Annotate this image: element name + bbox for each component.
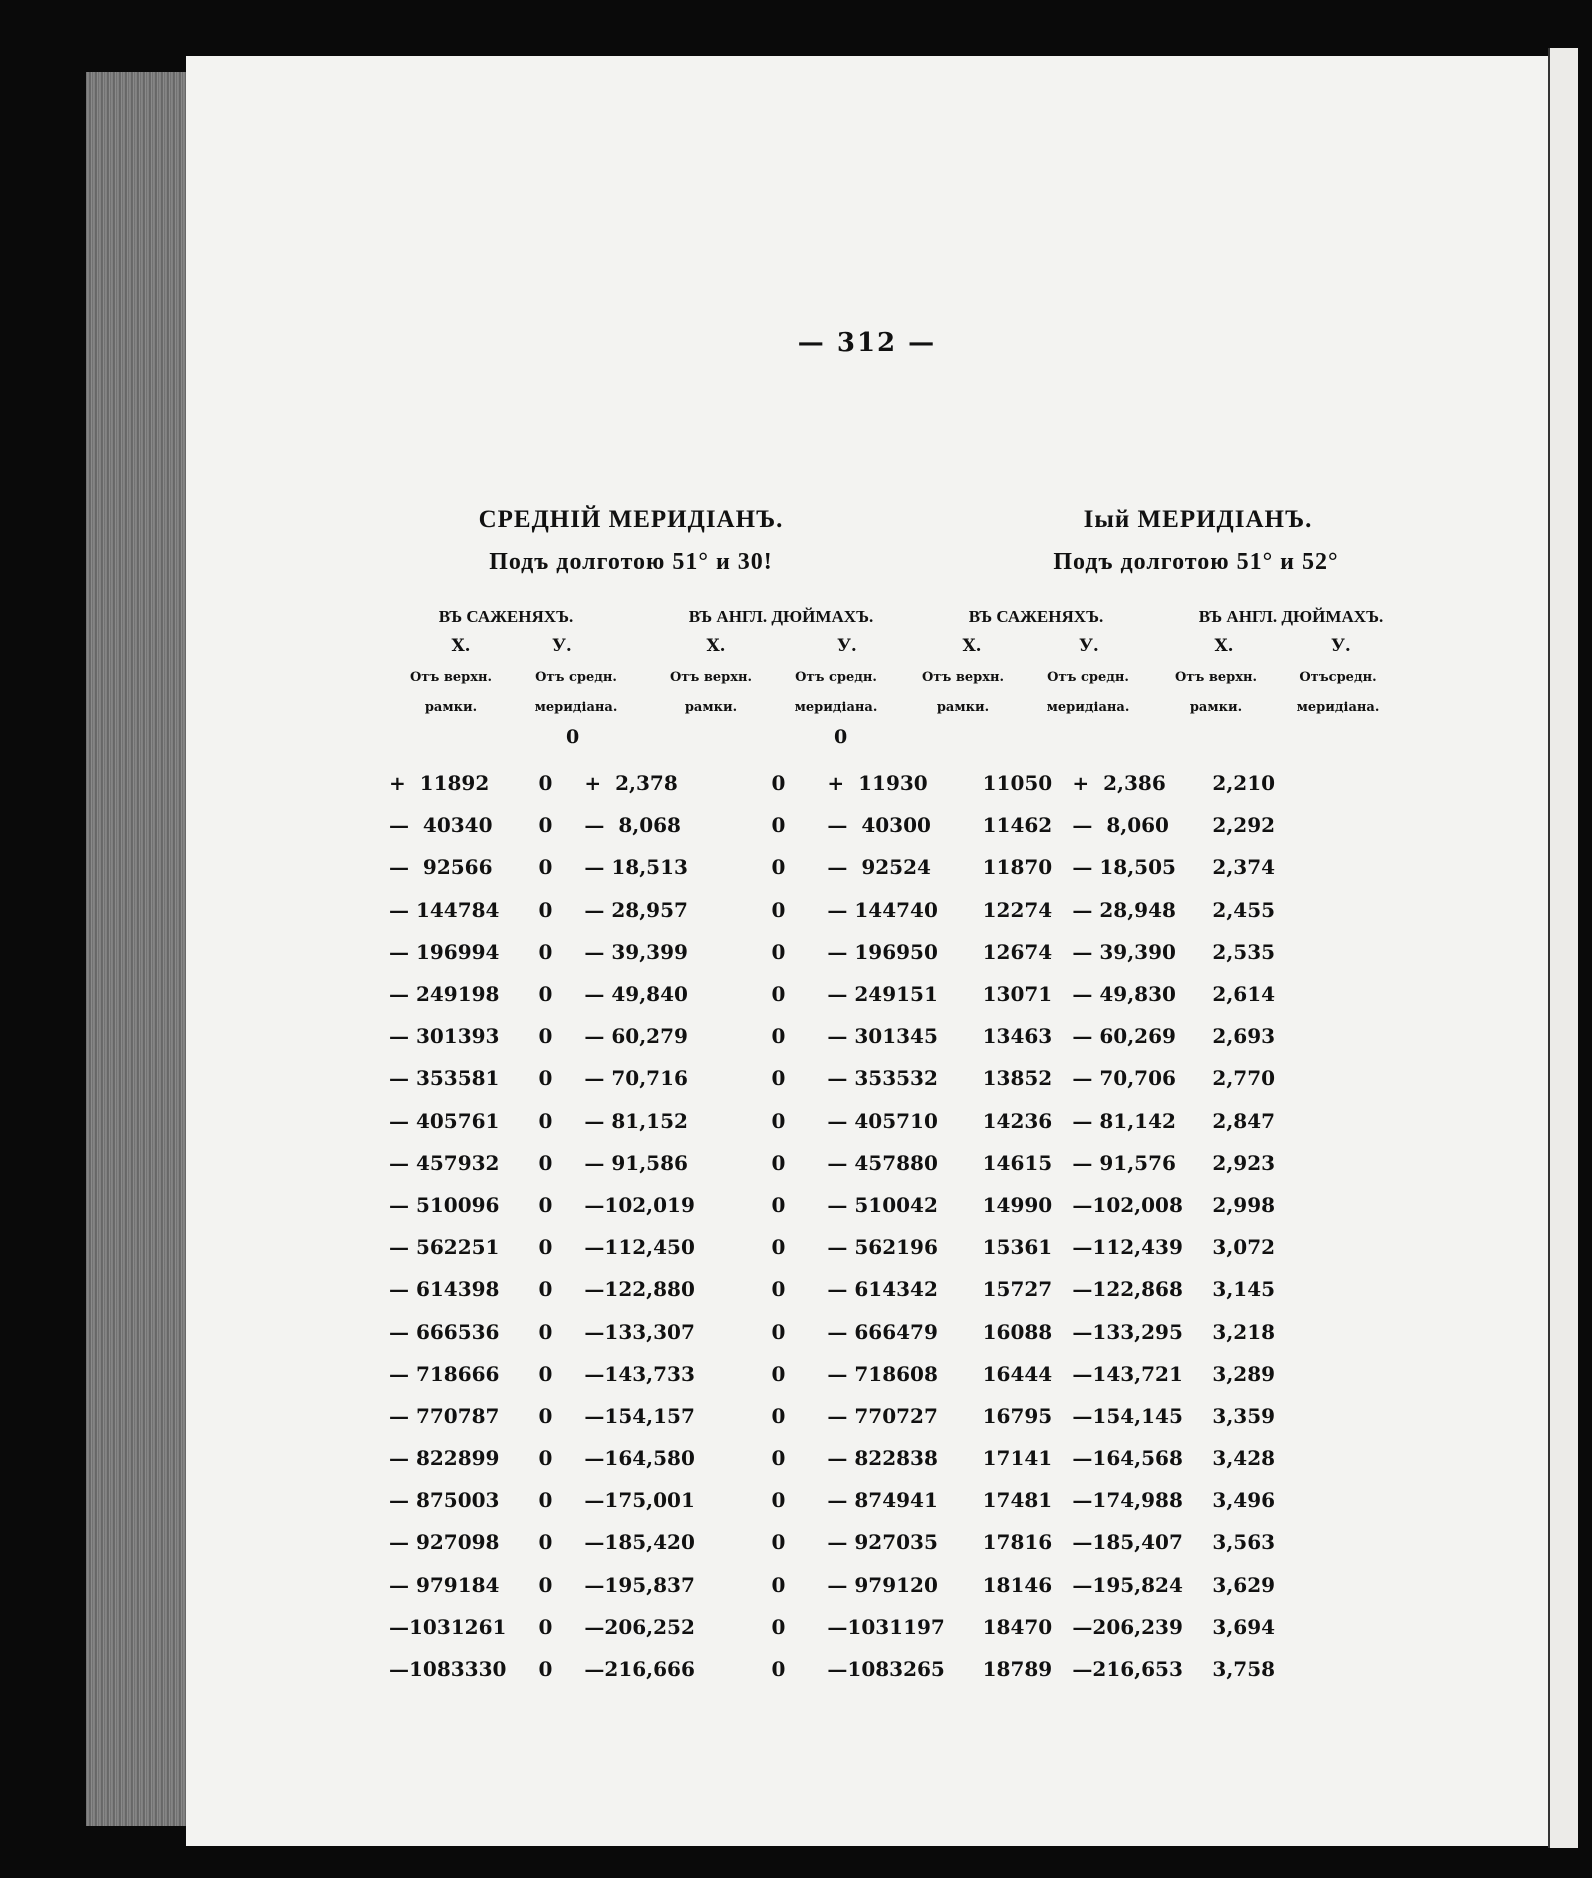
table-row <box>389 931 1292 973</box>
x-inches-first-cell: —143,721 <box>1072 1361 1183 1386</box>
y-inches-center-cell: 0 <box>771 1530 786 1555</box>
axis-y: У. <box>837 636 857 656</box>
y-inches-center-cell: 0 <box>771 1488 786 1513</box>
y-sazhen-center-cell: 0 <box>538 1446 553 1471</box>
x-inches-center-cell: —185,420 <box>584 1530 695 1555</box>
x-inches-first-cell: —174,988 <box>1072 1488 1183 1513</box>
zero-value: 0 <box>566 726 580 748</box>
y-inches-first-cell: 2,210 <box>1212 771 1276 796</box>
x-sazhen-first-cell: — 770727 <box>827 1403 938 1428</box>
table-row <box>389 1564 1292 1606</box>
y-inches-center-cell: 0 <box>771 982 786 1007</box>
y-sazhen-first-cell: 15727 <box>982 1277 1053 1302</box>
x-sazhen-center-cell: — 979184 <box>389 1572 500 1597</box>
y-inches-center-cell: 0 <box>771 1150 786 1175</box>
table-row <box>389 762 1292 804</box>
table-row <box>389 1310 1292 1352</box>
x-sazhen-center-cell: — 457932 <box>389 1150 500 1175</box>
y-inches-first-cell: 3,629 <box>1212 1572 1276 1597</box>
right-meridian-title: Iый МЕРИДІАНЪ. <box>1083 506 1313 533</box>
book-page-edge <box>86 72 196 1826</box>
y-inches-first-cell: 2,693 <box>1212 1024 1276 1049</box>
x-inches-first-cell: —206,239 <box>1072 1614 1183 1639</box>
y-inches-first-cell: 3,563 <box>1212 1530 1276 1555</box>
y-inches-center-cell: 0 <box>771 1572 786 1597</box>
x-sazhen-first-cell: — 353532 <box>827 1066 938 1091</box>
x-inches-center-cell: —175,001 <box>584 1488 695 1513</box>
y-sazhen-first-cell: 15361 <box>982 1235 1053 1260</box>
x-inches-center-cell: — 49,840 <box>584 982 688 1007</box>
x-sazhen-first-cell: — 405710 <box>827 1108 938 1133</box>
table-row <box>389 1479 1292 1521</box>
left-meridian-subtitle: Подъ долготою 51° и 30! <box>489 549 773 575</box>
x-inches-center-cell: —154,157 <box>584 1403 695 1428</box>
x-sazhen-first-cell: — 510042 <box>827 1192 938 1217</box>
axis-y: У. <box>1079 636 1099 656</box>
y-sazhen-center-cell: 0 <box>538 1614 553 1639</box>
y-sazhen-center-cell: 0 <box>538 813 553 838</box>
y-sazhen-first-cell: 12674 <box>982 939 1053 964</box>
coordinates-table <box>389 762 1292 1690</box>
x-inches-first-cell: —185,407 <box>1072 1530 1183 1555</box>
y-sazhen-first-cell: 17816 <box>982 1530 1053 1555</box>
x-inches-first-cell: — 8,060 <box>1072 813 1169 838</box>
y-sazhen-center-cell: 0 <box>538 982 553 1007</box>
x-inches-center-cell: — 70,716 <box>584 1066 688 1091</box>
x-inches-first-cell: — 81,142 <box>1072 1108 1176 1133</box>
unit-header-inches-left: ВЪ АНГЛ. ДЮЙМАХЪ. <box>688 607 874 626</box>
y-inches-first-cell: 3,072 <box>1212 1235 1276 1260</box>
x-sazhen-center-cell: — 927098 <box>389 1530 500 1555</box>
y-inches-first-cell: 3,694 <box>1212 1614 1276 1639</box>
y-inches-center-cell: 0 <box>771 1319 786 1344</box>
x-inches-first-cell: — 18,505 <box>1072 855 1176 880</box>
y-sazhen-center-cell: 0 <box>538 1066 553 1091</box>
x-sazhen-first-cell: — 562196 <box>827 1235 938 1260</box>
x-sazhen-center-cell: —1083330 <box>389 1657 507 1682</box>
y-inches-first-cell: 2,535 <box>1212 939 1276 964</box>
x-inches-first-cell: —195,824 <box>1072 1572 1183 1597</box>
y-inches-first-cell: 3,218 <box>1212 1319 1276 1344</box>
y-sazhen-center-cell: 0 <box>538 939 553 964</box>
y-sazhen-center-cell: 0 <box>538 1150 553 1175</box>
x-inches-first-cell: —216,653 <box>1072 1657 1183 1682</box>
column-description: Отъсредн. меридіана. <box>1296 670 1380 715</box>
y-inches-center-cell: 0 <box>771 1235 786 1260</box>
x-sazhen-first-cell: — 144740 <box>827 897 938 922</box>
y-sazhen-first-cell: 17481 <box>982 1488 1053 1513</box>
x-sazhen-first-cell: —1083265 <box>827 1657 945 1682</box>
x-sazhen-center-cell: — 405761 <box>389 1108 500 1133</box>
table-row <box>389 973 1292 1015</box>
x-sazhen-first-cell: — 301345 <box>827 1024 938 1049</box>
y-sazhen-center-cell: 0 <box>538 1192 553 1217</box>
x-inches-first-cell: —122,868 <box>1072 1277 1183 1302</box>
column-description: Отъ средн. меридіана. <box>534 670 618 715</box>
x-inches-first-cell: —164,568 <box>1072 1446 1183 1471</box>
x-inches-center-cell: — 18,513 <box>584 855 688 880</box>
x-sazhen-first-cell: — 979120 <box>827 1572 938 1597</box>
y-inches-center-cell: 0 <box>771 1403 786 1428</box>
x-inches-first-cell: — 49,830 <box>1072 982 1176 1007</box>
x-inches-center-cell: —143,733 <box>584 1361 695 1386</box>
y-sazhen-first-cell: 11870 <box>982 855 1053 880</box>
x-sazhen-center-cell: — 353581 <box>389 1066 500 1091</box>
y-sazhen-first-cell: 18789 <box>982 1657 1053 1682</box>
y-sazhen-first-cell: 16088 <box>982 1319 1053 1344</box>
column-description: Отъ средн. меридіана. <box>794 670 878 715</box>
y-sazhen-first-cell: 13852 <box>982 1066 1053 1091</box>
x-inches-center-cell: — 8,068 <box>584 813 681 838</box>
table-row <box>389 889 1292 931</box>
x-inches-center-cell: + 2,378 <box>584 771 678 796</box>
table-row <box>389 1521 1292 1563</box>
x-sazhen-first-cell: — 822838 <box>827 1446 938 1471</box>
y-sazhen-center-cell: 0 <box>538 1108 553 1133</box>
y-inches-first-cell: 2,770 <box>1212 1066 1276 1091</box>
x-sazhen-first-cell: — 196950 <box>827 939 938 964</box>
x-inches-center-cell: —164,580 <box>584 1446 695 1471</box>
unit-header-sazhen-left: ВЪ САЖЕНЯХЪ. <box>438 607 574 626</box>
unit-header-sazhen-right: ВЪ САЖЕНЯХЪ. <box>968 607 1104 626</box>
table-row <box>389 1268 1292 1310</box>
y-inches-center-cell: 0 <box>771 939 786 964</box>
y-sazhen-center-cell: 0 <box>538 771 553 796</box>
y-inches-first-cell: 3,758 <box>1212 1657 1276 1682</box>
y-sazhen-center-cell: 0 <box>538 855 553 880</box>
x-sazhen-first-cell: — 92524 <box>827 855 931 880</box>
y-inches-center-cell: 0 <box>771 771 786 796</box>
y-inches-center-cell: 0 <box>771 1277 786 1302</box>
left-meridian-title: СРЕДНІЙ МЕРИДІАНЪ. <box>478 506 784 533</box>
table-row <box>389 1437 1292 1479</box>
x-sazhen-first-cell: — 614342 <box>827 1277 938 1302</box>
x-inches-center-cell: — 39,399 <box>584 939 688 964</box>
x-sazhen-center-cell: — 562251 <box>389 1235 500 1260</box>
y-sazhen-first-cell: 16444 <box>982 1361 1053 1386</box>
y-sazhen-first-cell: 12274 <box>982 897 1053 922</box>
x-sazhen-first-cell: — 718608 <box>827 1361 938 1386</box>
axis-x: Х. <box>962 636 982 656</box>
x-inches-first-cell: —112,439 <box>1072 1235 1183 1260</box>
y-sazhen-first-cell: 14615 <box>982 1150 1053 1175</box>
x-sazhen-center-cell: — 249198 <box>389 982 500 1007</box>
axis-x: Х. <box>706 636 726 656</box>
column-description: Отъ средн. меридіана. <box>1046 670 1130 715</box>
axis-x: Х. <box>1214 636 1234 656</box>
y-inches-center-cell: 0 <box>771 1446 786 1471</box>
book-page <box>186 56 1548 1846</box>
x-inches-center-cell: — 60,279 <box>584 1024 688 1049</box>
x-sazhen-center-cell: — 510096 <box>389 1192 500 1217</box>
x-sazhen-center-cell: — 40340 <box>389 813 493 838</box>
table-row <box>389 1395 1292 1437</box>
x-sazhen-first-cell: — 249151 <box>827 982 938 1007</box>
x-sazhen-center-cell: — 144784 <box>389 897 500 922</box>
y-inches-first-cell: 2,923 <box>1212 1150 1276 1175</box>
y-inches-center-cell: 0 <box>771 1657 786 1682</box>
y-sazhen-first-cell: 14990 <box>982 1192 1053 1217</box>
y-sazhen-center-cell: 0 <box>538 1530 553 1555</box>
x-inches-center-cell: —216,666 <box>584 1657 695 1682</box>
x-sazhen-first-cell: + 11930 <box>827 771 928 796</box>
x-sazhen-center-cell: —1031261 <box>389 1614 507 1639</box>
x-inches-center-cell: —206,252 <box>584 1614 695 1639</box>
x-sazhen-first-cell: — 457880 <box>827 1150 938 1175</box>
y-sazhen-center-cell: 0 <box>538 1024 553 1049</box>
x-inches-center-cell: —112,450 <box>584 1235 695 1260</box>
y-inches-first-cell: 3,496 <box>1212 1488 1276 1513</box>
column-description: Отъ верхн. рамки. <box>1174 670 1258 715</box>
zero-value: 0 <box>834 726 848 748</box>
coordinates-table-body <box>389 762 1292 1690</box>
x-sazhen-center-cell: — 301393 <box>389 1024 500 1049</box>
y-inches-first-cell: 2,998 <box>1212 1192 1276 1217</box>
x-inches-center-cell: — 81,152 <box>584 1108 688 1133</box>
x-sazhen-first-cell: —1031197 <box>827 1614 945 1639</box>
y-sazhen-center-cell: 0 <box>538 1361 553 1386</box>
table-row <box>389 1057 1292 1099</box>
y-sazhen-first-cell: 14236 <box>982 1108 1053 1133</box>
x-sazhen-center-cell: — 614398 <box>389 1277 500 1302</box>
y-sazhen-first-cell: 18470 <box>982 1614 1053 1639</box>
x-inches-first-cell: — 39,390 <box>1072 939 1176 964</box>
column-description: Отъ верхн. рамки. <box>409 670 493 715</box>
y-inches-center-cell: 0 <box>771 1024 786 1049</box>
y-inches-first-cell: 3,145 <box>1212 1277 1276 1302</box>
y-sazhen-first-cell: 16795 <box>982 1403 1053 1428</box>
table-row <box>389 1353 1292 1395</box>
axis-y: У. <box>552 636 572 656</box>
y-sazhen-center-cell: 0 <box>538 1657 553 1682</box>
y-inches-first-cell: 2,847 <box>1212 1108 1276 1133</box>
x-inches-first-cell: —154,145 <box>1072 1403 1183 1428</box>
x-inches-first-cell: + 2,386 <box>1072 771 1166 796</box>
y-sazhen-first-cell: 13071 <box>982 982 1053 1007</box>
table-row <box>389 846 1292 888</box>
y-inches-first-cell: 2,292 <box>1212 813 1276 838</box>
y-inches-first-cell: 3,289 <box>1212 1361 1276 1386</box>
x-sazhen-first-cell: — 927035 <box>827 1530 938 1555</box>
axis-x: Х. <box>451 636 471 656</box>
table-row <box>389 1184 1292 1226</box>
x-inches-first-cell: — 91,576 <box>1072 1150 1176 1175</box>
y-sazhen-center-cell: 0 <box>538 1319 553 1344</box>
column-description: Отъ верхн. рамки. <box>669 670 753 715</box>
y-inches-center-cell: 0 <box>771 1361 786 1386</box>
x-inches-first-cell: — 60,269 <box>1072 1024 1176 1049</box>
x-sazhen-first-cell: — 40300 <box>827 813 931 838</box>
y-inches-center-cell: 0 <box>771 813 786 838</box>
x-sazhen-center-cell: — 875003 <box>389 1488 500 1513</box>
x-sazhen-first-cell: — 874941 <box>827 1488 938 1513</box>
x-sazhen-center-cell: — 822899 <box>389 1446 500 1471</box>
axis-y: У. <box>1331 636 1351 656</box>
y-inches-center-cell: 0 <box>771 897 786 922</box>
table-row <box>389 1648 1292 1690</box>
x-sazhen-first-cell: — 666479 <box>827 1319 938 1344</box>
x-sazhen-center-cell: — 666536 <box>389 1319 500 1344</box>
y-inches-first-cell: 3,428 <box>1212 1446 1276 1471</box>
y-sazhen-first-cell: 17141 <box>982 1446 1053 1471</box>
y-inches-center-cell: 0 <box>771 855 786 880</box>
x-inches-center-cell: — 28,957 <box>584 897 688 922</box>
unit-header-inches-right: ВЪ АНГЛ. ДЮЙМАХЪ. <box>1198 607 1384 626</box>
adjacent-page <box>1548 48 1578 1848</box>
table-row <box>389 1100 1292 1142</box>
y-sazhen-center-cell: 0 <box>538 1277 553 1302</box>
x-inches-first-cell: —133,295 <box>1072 1319 1183 1344</box>
x-inches-first-cell: — 70,706 <box>1072 1066 1176 1091</box>
y-sazhen-first-cell: 11050 <box>982 771 1053 796</box>
x-inches-center-cell: — 91,586 <box>584 1150 688 1175</box>
y-inches-first-cell: 2,614 <box>1212 982 1276 1007</box>
y-sazhen-first-cell: 11462 <box>982 813 1053 838</box>
table-row <box>389 1226 1292 1268</box>
x-sazhen-center-cell: — 770787 <box>389 1403 500 1428</box>
table-row <box>389 1142 1292 1184</box>
y-inches-first-cell: 2,455 <box>1212 897 1276 922</box>
y-sazhen-first-cell: 18146 <box>982 1572 1053 1597</box>
y-sazhen-first-cell: 13463 <box>982 1024 1053 1049</box>
table-row <box>389 804 1292 846</box>
x-sazhen-center-cell: + 11892 <box>389 771 490 796</box>
y-inches-center-cell: 0 <box>771 1066 786 1091</box>
y-sazhen-center-cell: 0 <box>538 1403 553 1428</box>
x-inches-center-cell: —102,019 <box>584 1192 695 1217</box>
x-inches-center-cell: —133,307 <box>584 1319 695 1344</box>
right-meridian-subtitle: Подъ долготою 51° и 52° <box>1053 549 1339 575</box>
table-row <box>389 1606 1292 1648</box>
table-row <box>389 1015 1292 1057</box>
y-inches-center-cell: 0 <box>771 1614 786 1639</box>
x-inches-center-cell: —195,837 <box>584 1572 695 1597</box>
x-inches-first-cell: —102,008 <box>1072 1192 1183 1217</box>
page-number: — 312 — <box>797 328 937 358</box>
x-sazhen-center-cell: — 196994 <box>389 939 500 964</box>
y-inches-center-cell: 0 <box>771 1108 786 1133</box>
y-sazhen-center-cell: 0 <box>538 1235 553 1260</box>
y-sazhen-center-cell: 0 <box>538 1572 553 1597</box>
x-sazhen-center-cell: — 92566 <box>389 855 493 880</box>
column-description: Отъ верхн. рамки. <box>921 670 1005 715</box>
y-sazhen-center-cell: 0 <box>538 897 553 922</box>
y-inches-first-cell: 3,359 <box>1212 1403 1276 1428</box>
y-inches-center-cell: 0 <box>771 1192 786 1217</box>
x-sazhen-center-cell: — 718666 <box>389 1361 500 1386</box>
y-sazhen-center-cell: 0 <box>538 1488 553 1513</box>
y-inches-first-cell: 2,374 <box>1212 855 1276 880</box>
x-inches-center-cell: —122,880 <box>584 1277 695 1302</box>
x-inches-first-cell: — 28,948 <box>1072 897 1176 922</box>
